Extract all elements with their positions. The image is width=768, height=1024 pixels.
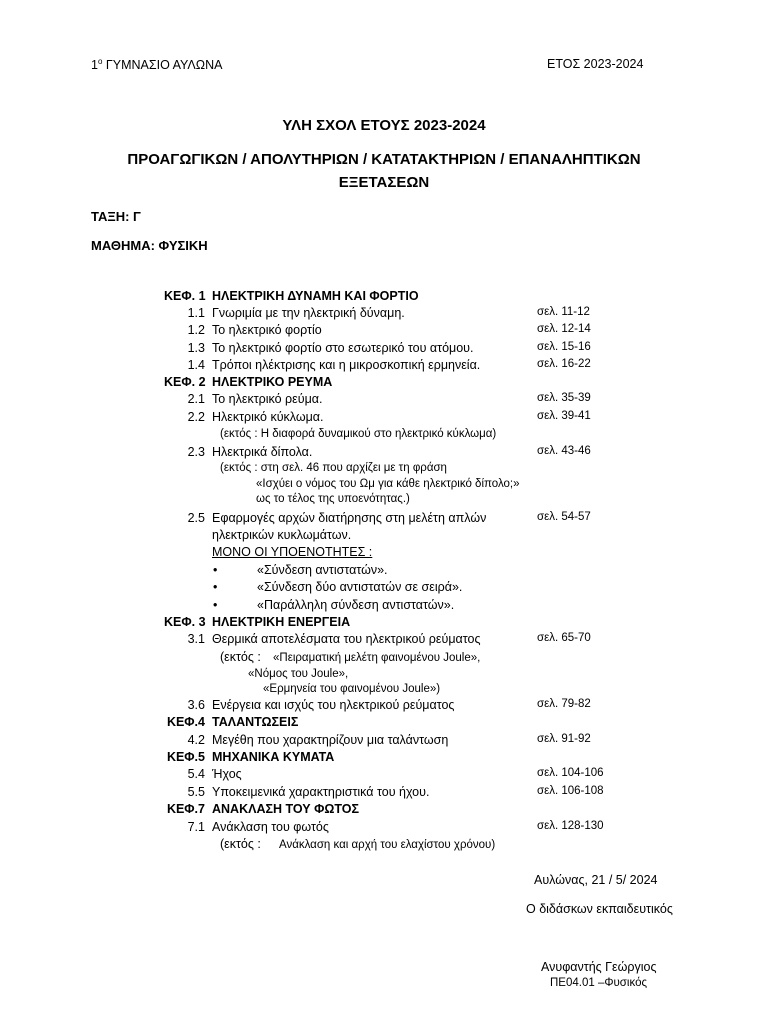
section-title: Μεγέθη που χαρακτηρίζουν μια ταλάντωση [212,733,449,747]
exclusion-prefix: (εκτός : [220,837,261,851]
chapter-5-title: ΜΗΧΑΝΙΚΑ ΚΥΜΑΤΑ [212,750,335,764]
document-title: ΥΛΗ ΣΧΟΛ ΕΤΟΥΣ 2023-2024 [282,117,486,134]
school-name: $1^o$ ΓΥΜΝΑΣΙΟ ΑΥΛΩΝΑ [91,57,223,73]
section-title: Το ηλεκτρικό ρεύμα. [212,392,323,406]
signer-name: Ανυφαντής Γεώργιος [541,960,657,974]
chapter-1-label: ΚΕΦ. 1 [164,289,206,303]
exclusion-note: (εκτός : Η διαφορά δυναμικού στο ηλεκτρικό κύκλωμα) [220,428,497,440]
list-item: «Σύνδεση δύο αντιστατών σε σειρά». [257,580,463,594]
exam-types-title: ΠΡΟΑΓΩΓΙΚΩΝ / ΑΠΟΛΥΤΗΡΙΩΝ / ΚΑΤΑΤΑΚΤΗΡΙΩΝ / ΕΠΑΝΑΛΗΠΤΙΚΩΝ [127,151,641,168]
chapter-4-label: ΚΕΦ.4 [166,715,205,729]
bullet: • [213,580,218,594]
signer-title: ΠΕ04.01 –Φυσικός [550,977,648,989]
section-title: Γνωριμία με την ηλεκτρική δύναμη. [212,306,405,320]
page-range: σελ. 35-39 [537,392,591,404]
section-title: Ηλεκτρικά δίπολα. [212,445,313,459]
page-range: σελ. 79-82 [537,698,591,710]
exclusion-prefix: (εκτός : [220,650,261,664]
exclusion-note: «Ερμηνεία του φαινομένου Joule») [263,683,441,695]
section-number: 2.1 [187,392,205,406]
section-number: 1.4 [187,358,205,372]
page-range: σελ. 39-41 [537,410,591,422]
school-year: ΕΤΟΣ 2023-2024 [547,57,644,71]
place-date: Αυλώνας, 21 / 5/ 2024 [534,873,658,887]
page-range: σελ. 15-16 [537,341,591,353]
chapter-1-title: ΗΛΕΚΤΡΙΚΗ ΔΥΝΑΜΗ ΚΑΙ ΦΟΡΤΙΟ [212,289,419,303]
chapter-3-title: ΗΛΕΚΤΡΙΚΗ ΕΝΕΡΓΕΙΑ [212,615,351,629]
list-item: «Παράλληλη σύνδεση αντιστατών». [257,598,455,612]
section-title: Τρόποι ηλέκτρισης και η μικροσκοπική ερμηνεία. [212,358,481,372]
section-title: Ηλεκτρικό κύκλωμα. [212,410,324,424]
section-title: Ανάκλαση του φωτός [212,820,329,834]
section-title: Ενέργεια και ισχύς του ηλεκτρικού ρεύματος [212,698,455,712]
section-number: 1.3 [187,341,205,355]
page-range: σελ. 104-106 [537,767,604,779]
subject-label: ΜΑΘΗΜΑ: ΦΥΣΙΚΗ [91,238,208,253]
page-range: σελ. 65-70 [537,632,591,644]
exclusion-note: «Νόμος του Joule», [248,668,349,680]
chapter-7-label: ΚΕΦ.7 [166,802,205,816]
section-title: Το ηλεκτρικό φορτίο [212,323,322,337]
section-number: 5.4 [187,767,205,781]
class-label: ΤΑΞΗ: Γ [91,209,141,224]
section-number: 1.1 [187,306,205,320]
page-range: σελ. 128-130 [537,820,604,832]
section-number: 4.2 [187,733,205,747]
page-range: σελ. 54-57 [537,511,591,523]
exclusion-note: (εκτός : στη σελ. 46 που αρχίζει με τη φράση [220,462,447,474]
exclusion-note: Ανάκλαση και αρχή του ελαχίστου χρόνου) [279,839,496,851]
section-number: 3.1 [187,632,205,646]
exam-types-title-cont: ΕΞΕΤΑΣΕΩΝ [338,174,430,191]
exclusion-note: «Ισχύει ο νόμος του Ωμ για κάθε ηλεκτρικό δίπολο;» [256,478,520,490]
section-number: 2.2 [187,410,205,424]
section-number: 5.5 [187,785,205,799]
exclusion-note: «Πειραματική μελέτη φαινομένου Joule», [273,652,481,664]
chapter-2-title: ΗΛΕΚΤΡΙΚΟ ΡΕΥΜΑ [212,375,333,389]
chapter-3-label: ΚΕΦ. 3 [164,615,206,629]
page-range: σελ. 43-46 [537,445,591,457]
section-title: Θερμικά αποτελέσματα του ηλεκτρικού ρεύματος [212,632,481,646]
section-title: Υποκειμενικά χαρακτηριστικά του ήχου. [212,785,430,799]
section-title: Ήχος [212,767,242,781]
chapter-4-title: ΤΑΛΑΝΤΩΣΕΙΣ [212,715,299,729]
list-item: «Σύνδεση αντιστατών». [257,563,388,577]
page-range: σελ. 12-14 [537,323,591,335]
only-subsections-label: ΜΟΝΟ ΟΙ ΥΠΟΕΝΟΤΗΤΕΣ : [212,545,373,559]
section-title: Το ηλεκτρικό φορτίο στο εσωτερικό του ατόμου. [212,341,474,355]
section-number: 7.1 [187,820,205,834]
section-title-cont: ηλεκτρικών κυκλωμάτων. [212,528,352,542]
page-range: σελ. 106-108 [537,785,604,797]
page-range: σελ. 91-92 [537,733,591,745]
section-number: 2.3 [187,445,205,459]
section-number: 2.5 [187,511,205,525]
exclusion-note: ως το τέλος της υποενότητας.) [256,493,410,505]
signer-role: Ο διδάσκων εκπαιδευτικός [526,902,673,916]
bullet: • [213,598,218,612]
section-number: 3.6 [187,698,205,712]
chapter-5-label: ΚΕΦ.5 [166,750,205,764]
section-title: Εφαρμογές αρχών διατήρησης στη μελέτη απλών [212,511,487,525]
chapter-2-label: ΚΕΦ. 2 [164,375,206,389]
page-range: σελ. 11-12 [537,306,590,318]
page-range: σελ. 16-22 [537,358,591,370]
section-number: 1.2 [187,323,205,337]
chapter-7-title: ΑΝΑΚΛΑΣΗ ΤΟΥ ΦΩΤΟΣ [212,802,359,816]
bullet: • [213,563,218,577]
